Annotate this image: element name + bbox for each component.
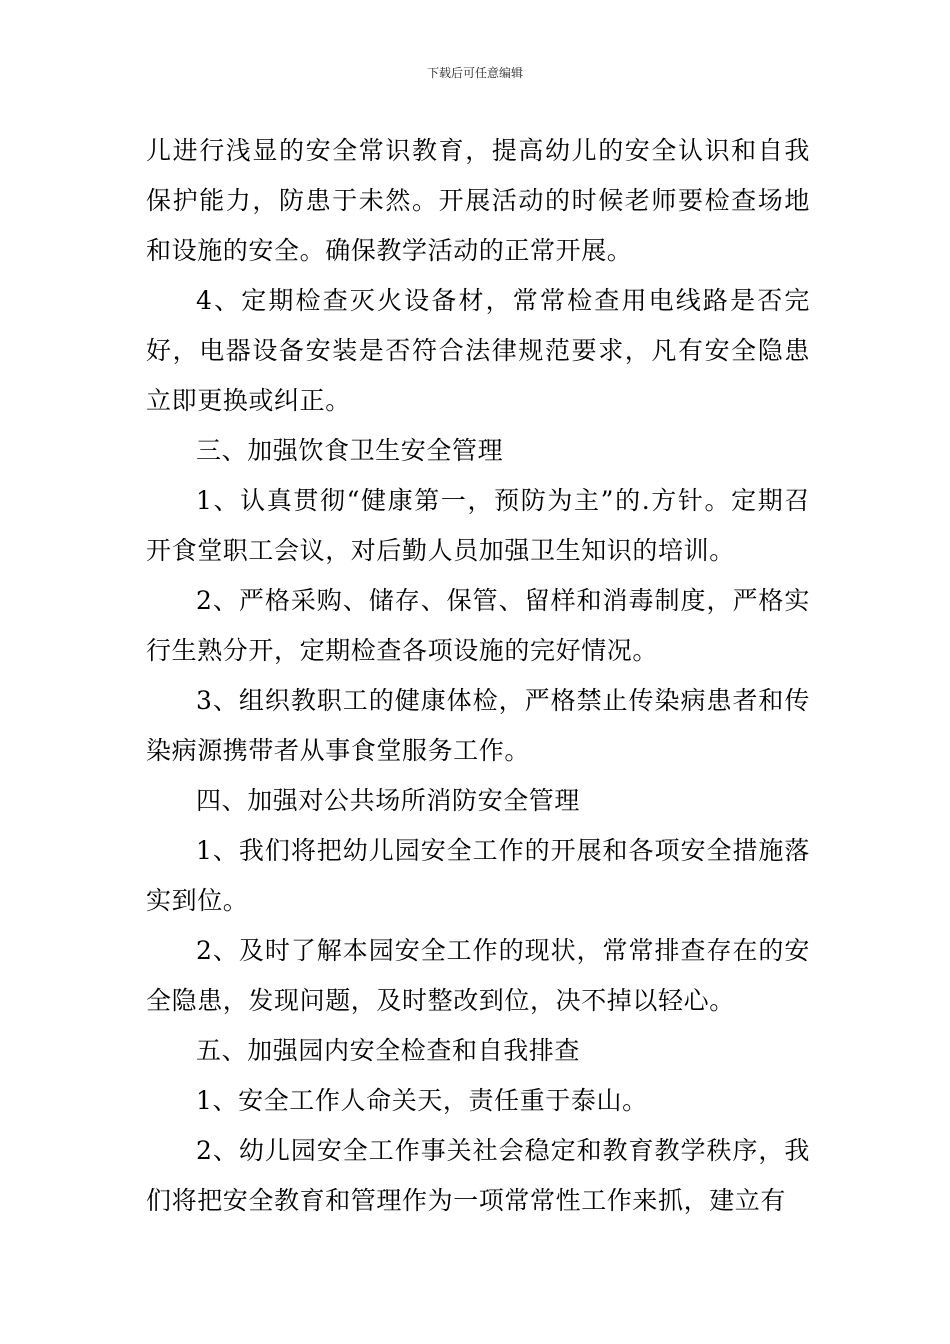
paragraph: 2、及时了解本园安全工作的现状，常常排查存在的安全隐患，发现问题，及时整改到位，决不掉以轻心。 bbox=[146, 936, 810, 1015]
paragraph: 1、安全工作人命关天，责任重于泰山。 bbox=[196, 1086, 648, 1115]
paragraph: 儿进行浅显的安全常识教育，提高幼儿的安全认识和自我保护能力，防患于未然。开展活动的时候老师要检查场地和设施的安全。确保教学活动的正常开展。 bbox=[146, 136, 810, 265]
paragraph: 2、幼儿园安全工作事关社会稳定和教育教学秩序，我们将把安全教育和管理作为一项常常性工作来抓，建立有 bbox=[146, 1136, 810, 1215]
section-heading: 五、加强园内安全检查和自我排查 bbox=[196, 1036, 581, 1065]
page-header-note: 下载后可任意编辑 bbox=[426, 66, 523, 80]
paragraph: 4、定期检查灭火设备材，常常检查用电线路是否完好，电器设备安装是否符合法律规范要求，凡有安全隐患立即更换或纠正。 bbox=[146, 286, 810, 415]
paragraph: 1、我们将把幼儿园安全工作的开展和各项安全措施落实到位。 bbox=[146, 836, 810, 915]
paragraph: 2、严格采购、储存、保管、留样和消毒制度，严格实行生熟分开，定期检查各项设施的完好情况。 bbox=[146, 586, 810, 665]
section-heading: 四、加强对公共场所消防安全管理 bbox=[196, 786, 581, 815]
paragraph: 1、认真贯彻“健康第一，预防为主”的.方针。定期召开食堂职工会议，对后勤人员加强卫生知识的培训。 bbox=[146, 486, 810, 565]
section-heading: 三、加强饮食卫生安全管理 bbox=[196, 436, 504, 465]
paragraph: 3、组织教职工的健康体检，严格禁止传染病患者和传染病源携带者从事食堂服务工作。 bbox=[146, 686, 810, 765]
document-body bbox=[146, 126, 810, 1226]
